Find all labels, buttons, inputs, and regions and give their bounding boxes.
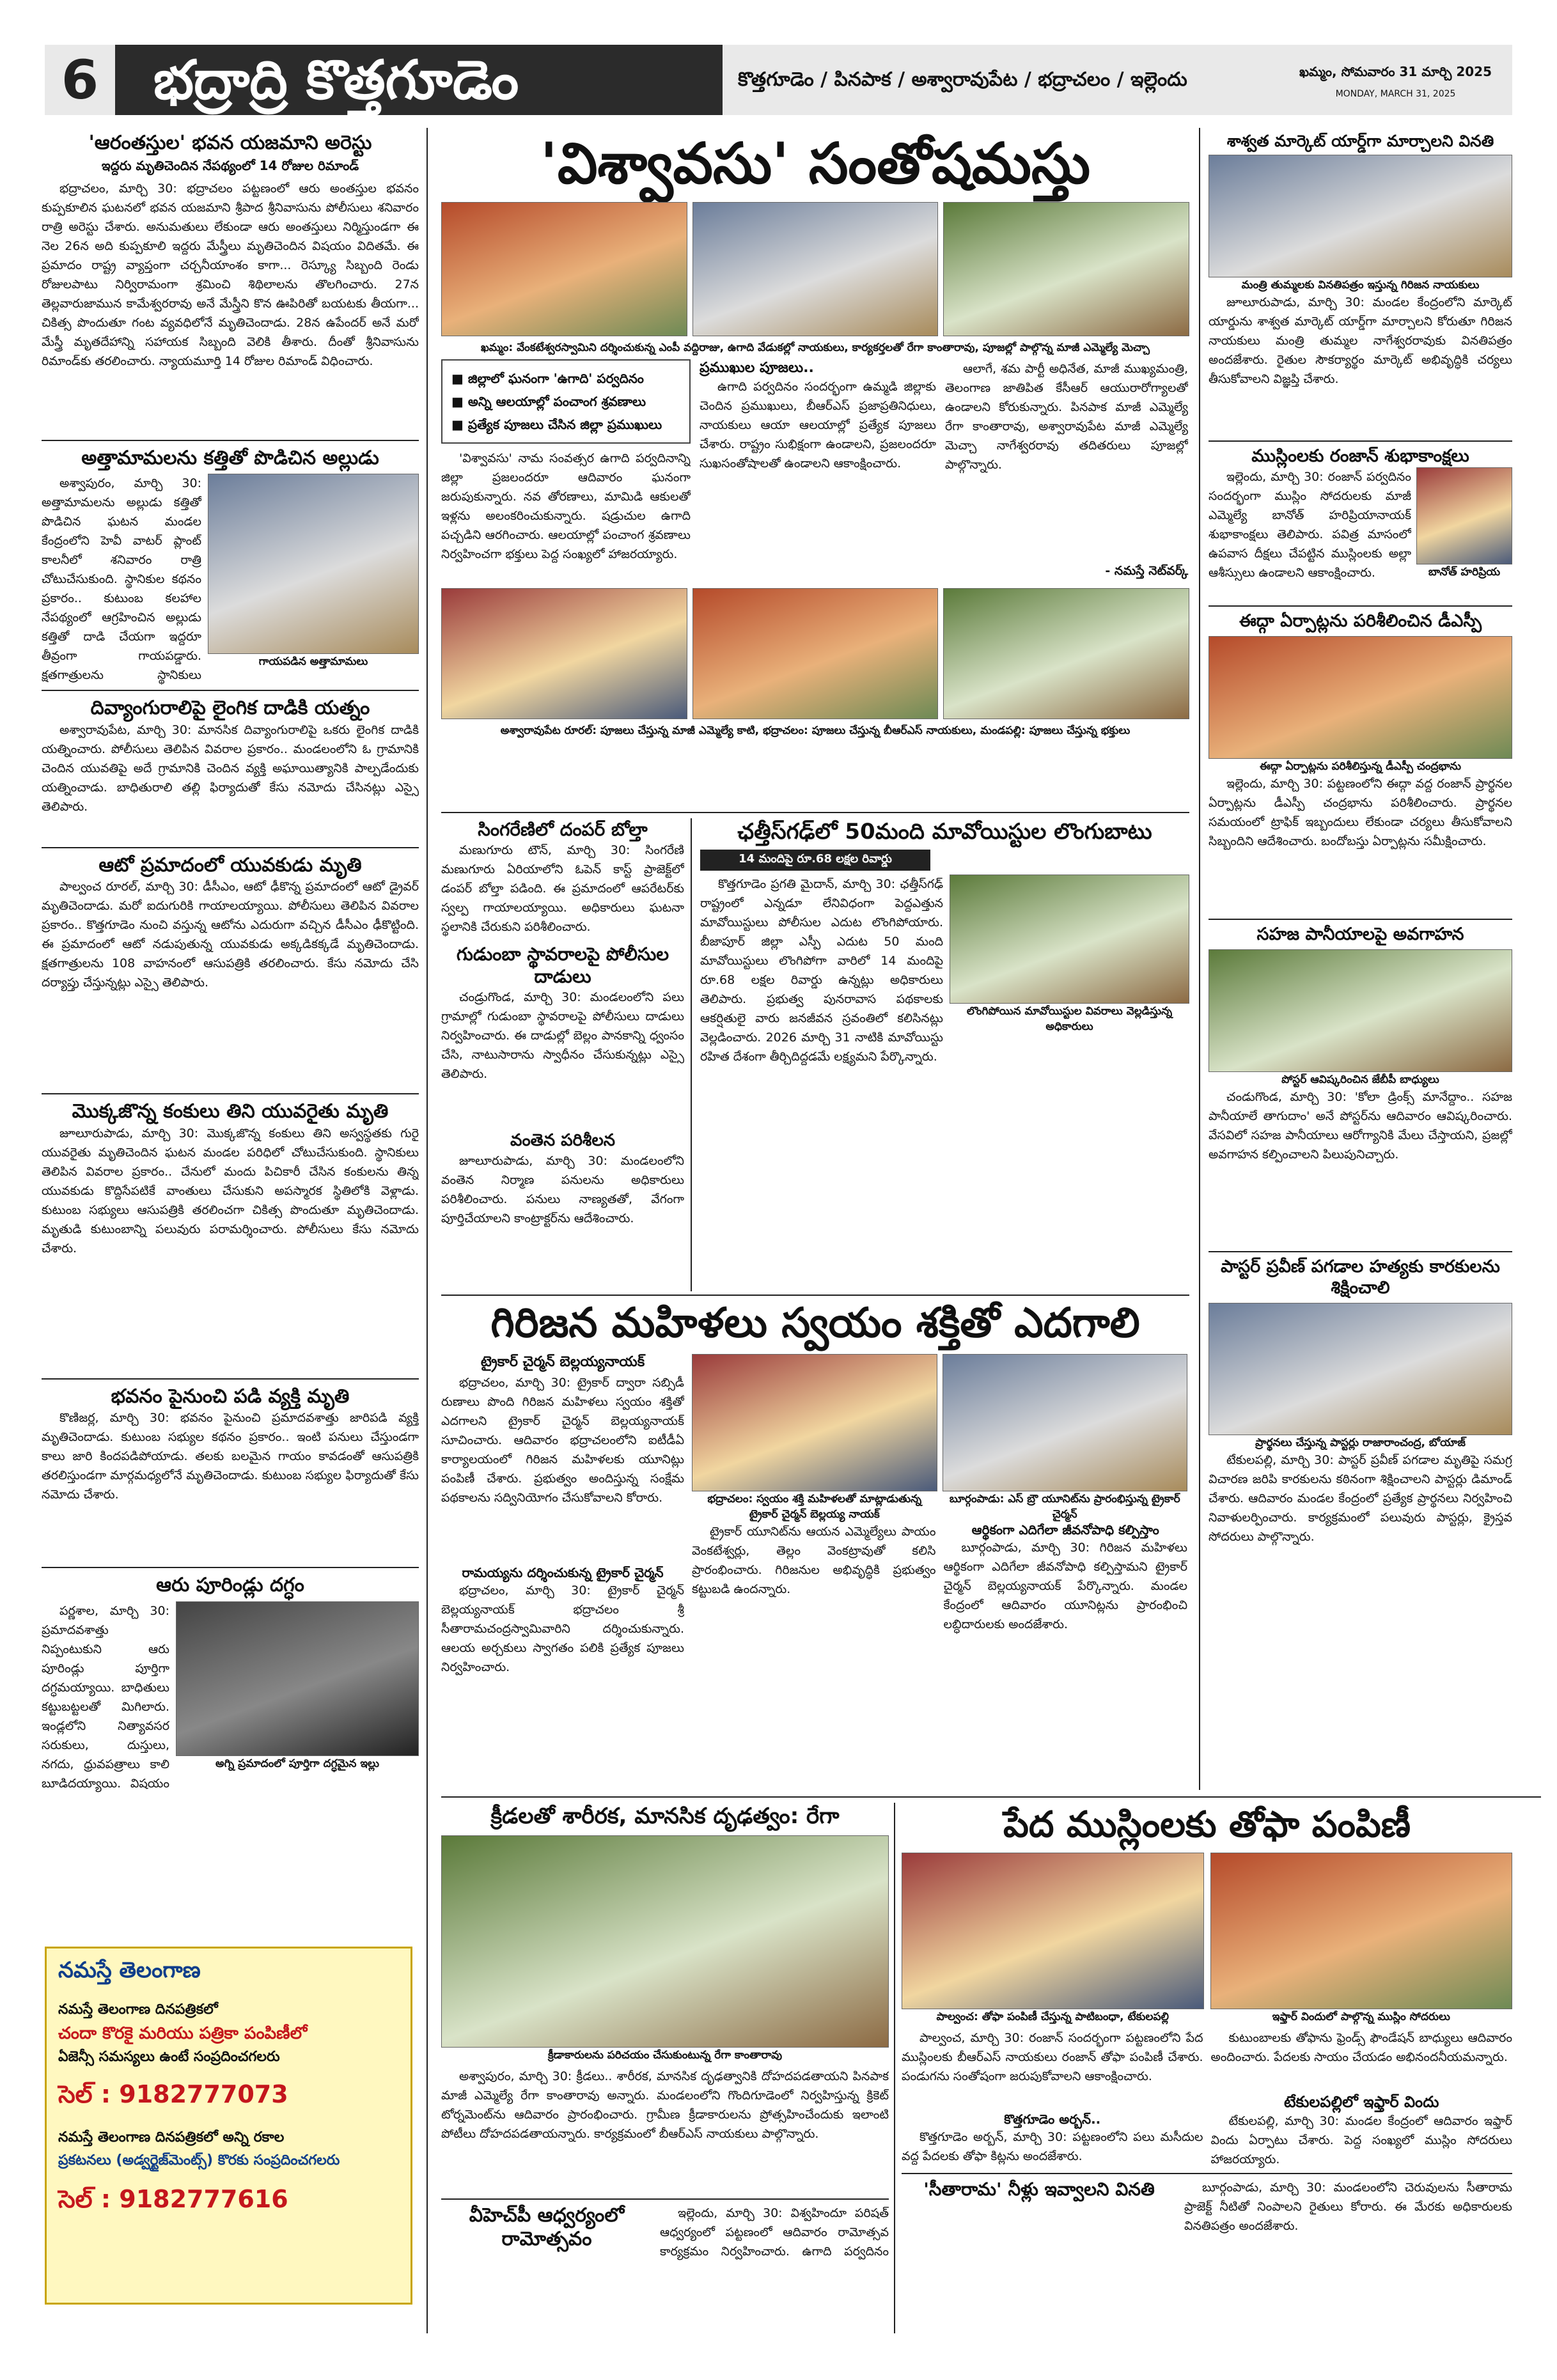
story-headline: ఆటో ప్రమాదంలో యువకుడు మృతి — [98, 853, 362, 876]
highlight-item: ■ అన్ని ఆలయాల్లో పంచాంగ శ్రవణాలు — [451, 390, 680, 413]
column-divider-right — [1199, 128, 1200, 1790]
story-body: ఉగాది పర్వదినం సందర్భంగా ఉమ్మడి జిల్లాకు చెందిన ప్రముఖులు, బీఆర్ఎస్ ప్రజాప్రతినిధులు, నాయకులు ఆయా ఆలయాల్లో ప్రత్యేక పూజలు చేశారు. రాష్ట్రం సుభిక్షంగా ఉండాలని, ప్రజలందరూ సుఖసంతోషాలతో ఉండాలని ఆకాంక్షించారు. — [700, 379, 936, 471]
story-body: టేకులపల్లి, మార్చి 30: మండల కేంద్రంలో ఆదివారం ఇఫ్తార్ విందు ఏర్పాటు చేశారు. పెద్ద సంఖ్యలో ముస్లిం సోదరులు హాజరయ్యారు. — [1210, 2114, 1512, 2166]
story-body: చండుగొండ, మార్చి 30: 'కోలా డ్రింక్స్ మానేద్దాం.. సహజ పానీయాలే తాగుదాం' అనే పోస్టర్‌ను ఆదివారం ఆవిష్కరించారు. వేసవిలో సహజ పానీయాలు ఆరోగ్యానికి మేలు చేస్తాయని, ప్రజల్లో అవగాహన కల్పించాలని పిలుపునిచ్చారు. — [1209, 1089, 1512, 1162]
news-photo — [1209, 1303, 1512, 1435]
story-body: మణుగూరు టౌన్, మార్చి 30: సింగరేణి మణుగూరు ఏరియాలోని ఓపెన్ కాస్ట్ ప్రాజెక్ట్‌లో డంపర్ బోల్తా పడింది. ఈ ప్రమాదంలో ఆపరేటర్‌కు స్వల్ప గాయాలయ్యాయి. అధికారులు ఘటనా స్థలానికి చేరుకుని పరిశీలించారు. — [441, 843, 684, 934]
story-subhead: ఆర్థికంగా ఎదిగేలా జీవనోపాధి కల్పిస్తాం — [971, 1522, 1159, 1537]
page-number: 6 — [45, 45, 115, 115]
story-body: ట్రైకార్ యూనిట్‌ను ఆయన ఎమ్మెల్యేలు పాయం వెంకటేశ్వర్లు, తెల్లం వెంకట్రావుతో కలిసి ప్రారంభించారు. గిరిజనుల అభివృద్ధికి ప్రభుత్వం కట్టుబడి ఉందన్నారు. — [692, 1525, 936, 1596]
divider — [441, 812, 1189, 813]
story-subhead: కొత్తగూడెం అర్బన్.. — [1004, 2112, 1101, 2127]
story-body: పాల్వంచ, మార్చి 30: రంజాన్ సందర్భంగా పట్టణంలోని పేద ముస్లింలకు బీఆర్ఎస్ నాయకులు రంజాన్ తోఫా పంపిణీ చేశారు. పండుగను సంతోషంగా జరుపుకోవాలని ఆకాంక్షించారు. — [902, 2031, 1203, 2083]
news-photo — [1209, 636, 1512, 759]
story-body: అశ్వారావుపేట, మార్చి 30: మానసిక దివ్యాంగురాలిపై ఒకరు లైంగిక దాడికి యత్నించారు. పోలీసులు తెలిపిన వివరాల ప్రకారం.. మండలంలోని ఓ గ్రామానికి చెందిన యువతిపై అదే గ్రామానికి చెందిన వ్యక్తి అఘాయిత్యానికి పాల్పడేందుకు యత్నించాడు. బాధితురాలి తల్లి ఫిర్యాదుతో కేసు నమోదు చేసినట్లు ఎస్సై తెలిపారు. — [42, 722, 419, 814]
news-photo — [1210, 1853, 1513, 2009]
story-body: జూలూరుపాడు, మార్చి 30: మొక్కజొన్న కంకులు తిని అస్వస్థతకు గురై యువరైతు మృతిచెందిన ఘటన మండల పరిధిలో చోటుచేసుకుంది. స్థానికులు తెలిపిన వివరాల ప్రకారం.. చేనులో మందు పిచికారీ చేసిన కంకులను తిన్న యువకుడు కొద్దిసేపటికే వాంతులు చేసుకుని అపస్మారక స్థితిలోకి వెళ్లాడు. కుటుంబ సభ్యులు ఆసుపత్రికి తరలించగా చికిత్స పొందుతూ మృతిచెందాడు. మృతుడి కుటుంబాన్ని పలువురు పరామర్శించారు. పోలీసులు కేసు నమోదు చేశారు. — [42, 1126, 419, 1256]
right-column — [1209, 131, 1512, 1661]
ad-phone: సెల్ : 9182777073 — [58, 2080, 288, 2108]
story-body: ఆలాగే, శమ పార్టీ అధినేత, మాజీ ముఖ్యమంత్రి, తెలంగాణ జాతిపిత కేసీఆర్ ఆయురారోగ్యాలతో ఉండాలని కోరుకున్నారు. పినపాక మాజీ ఎమ్మెల్యే రేగా కాంతారావు, అశ్వారావుపేట మాజీ ఎమ్మెల్యే మెచ్చా నాగేశ్వరరావు తదితరులు పూజల్లో పాల్గొన్నారు. — [945, 362, 1188, 472]
story-body: 'విశ్వావసు' నామ సంవత్సర ఉగాది పర్వదినాన్ని జిల్లా ప్రజలందరూ ఆదివారం ఘనంగా జరుపుకున్నారు. నవ తోరణాలు, మామిడి ఆకులతో ఇళ్లను అలంకరించుకున్నారు. షడ్రుచుల ఉగాది పచ్చడిని ఆరగించారు. ఆలయాల్లో పంచాంగ శ్రవణాలు నిర్వహించగా భక్తులు పెద్ద సంఖ్యలో హాజరయ్యారు. — [441, 451, 691, 562]
tribal-women-story — [441, 1298, 1189, 1677]
photo-caption: బూర్గంపాడు: ఎస్ బ్రౌ యూనిట్‌ను ప్రారంభిస్తున్న ట్రైకార్ చైర్మన్ — [949, 1493, 1180, 1521]
main-headline: 'విశ్వావసు' సంతోషమస్తు — [540, 130, 1091, 196]
story-headline: వీహెచ్‌పీ ఆధ్వర్యంలో రామోత్సవం — [469, 2204, 625, 2250]
story-headline: సహజ పానీయాలపై అవగాహన — [1256, 924, 1464, 944]
story-body: భద్రాచలం, మార్చి 30: ట్రైకార్ ద్వారా సబ్సిడీ రుణాలు పొంది గిరిజన మహిళలు స్వయం శక్తితో ఎదగాలని ట్రైకార్ చైర్మన్ బెల్లయ్యనాయక్ సూచించారు. ఆదివారం భద్రాచలంలోని ఐటీడీఏ కార్యాలయంలో గిరిజన మహిళలకు యూనిట్లు పంపిణీ చేశారు. ప్రభుత్వం అందిస్తున్న సంక్షేమ పథకాలను సద్వినియోగం చేసుకోవాలని కోరారు. — [441, 1376, 684, 1505]
story-headline: భవనం పైనుంచి పడి వ్యక్తి మృతి — [111, 1385, 350, 1408]
story-body: కొణిజర్ల, మార్చి 30: భవనం పైనుంచి ప్రమాదవశాత్తు జారిపడి వ్యక్తి మృతిచెందాడు. కుటుంబ సభ్యుల కథనం ప్రకారం.. ఇంటి పనులు చేస్తుండగా కాలు జారి కిందపడిపోయాడు. తలకు బలమైన గాయం కావడంతో ఆసుపత్రికి తరలిస్తుండగా మార్గమధ్యలోనే మృతిచెందాడు. కుటుంబ సభ్యుల ఫిర్యాదుతో కేసు నమోదు చేశారు. — [42, 1411, 419, 1502]
photo-caption: ఇఫ్తార్ విందులో పాల్గొన్న ముస్లిం సోదరులు — [1272, 2011, 1450, 2023]
ad-line: ఏజెన్సీ సమస్యలు ఉంటే సంప్రదించగలరు — [58, 2049, 280, 2065]
divider — [441, 1796, 1541, 1798]
story-headline: వంతెన పరిశీలన — [510, 1131, 616, 1150]
story-subhead: ఇద్దరు మృతిచెందిన నేపథ్యంలో 14 రోజుల రిమాండ్ — [101, 157, 359, 173]
news-photo — [1209, 949, 1512, 1072]
byline: - నమస్తే నెట్‌వర్క్ — [1105, 564, 1188, 579]
story-headline: ఆరు పూరిండ్లు దగ్ధం — [156, 1574, 304, 1596]
story-subhead: ప్రముఖుల పూజలు.. — [700, 360, 814, 377]
divider — [42, 440, 419, 441]
highlights-box — [441, 359, 691, 444]
divider — [1209, 919, 1512, 920]
edition-title: భద్రాద్రి కొత్తగూడెం — [115, 45, 723, 115]
news-photo — [943, 202, 1189, 336]
divider — [441, 1295, 1189, 1296]
story-body: భద్రాచలం, మార్చి 30: ట్రైకార్ చైర్మన్ బెల్లయ్యనాయక్ భద్రాచలం శ్రీ సీతారామచంద్రస్వామివారిని దర్శించుకున్నారు. ఆలయ అర్చకులు స్వాగతం పలికి ప్రత్యేక పూజలు నిర్వహించారు. — [441, 1583, 684, 1674]
news-photo — [943, 588, 1189, 719]
date-telugu: ఖమ్మం, సోమవారం 31 మార్చి 2025 — [1299, 64, 1492, 79]
story-headline: 'ఆరంతస్తుల' భవన యజమాని అరెస్టు — [88, 132, 372, 154]
divider — [42, 1378, 419, 1380]
column-divider — [894, 1803, 895, 2333]
story-headline: పేద ముస్లింలకు తోఫా పంపిణీ — [1003, 1804, 1411, 1846]
story-headline: గిరిజన మహిళలు స్వయం శక్తితో ఎదగాలి — [490, 1300, 1140, 1347]
tofa-story — [902, 1803, 1512, 2236]
photo-caption: క్రీడాకారులను పరిచయం చేసుకుంటున్న రేగా కాంతారావు — [547, 2048, 783, 2062]
story-body: బూర్గంపాడు, మార్చి 30: మండలంలోని చెరువులను సీతారామ ప్రాజెక్ట్ నీటితో నింపాలని రైతులు కోరారు. ఈ మేరకు అధికారులకు వినతిపత్రం అందజేశారు. — [1184, 2181, 1512, 2233]
divider — [441, 2198, 889, 2200]
center-short-stories — [441, 818, 684, 1270]
left-column — [42, 131, 419, 1793]
edition-date — [1279, 45, 1512, 115]
ad-line: నమస్తే తెలంగాణ దినపత్రికలో అన్ని రకాల — [58, 2129, 285, 2145]
photo-caption: ప్రార్థనలు చేస్తున్న పాస్టర్లు రాజారాంచంద్ర, బోయాజ్ — [1255, 1436, 1466, 1449]
date-english: MONDAY, MARCH 31, 2025 — [1335, 89, 1456, 99]
story-body: కుటుంబాలకు తోఫాను ఫ్రెండ్స్ ఫౌండేషన్ బాధ్యులు ఆదివారం అందించారు. పేదలకు సాయం చేయడం అభినందనీయమన్నారు. — [1210, 2031, 1512, 2064]
story-headline: అత్తామామలను కత్తితో పొడిచిన అల్లుడు — [81, 446, 379, 469]
news-photo — [1209, 155, 1512, 277]
photo-caption: పాల్వంచ: తోఫా పంపిణీ చేస్తున్న పాటిబంధా, టేకులపల్లి — [936, 2011, 1170, 2023]
column-divider-left — [426, 128, 428, 2333]
photo-caption: బానోత్ హరిప్రియ — [1428, 566, 1501, 579]
divider — [42, 1093, 419, 1094]
news-photo — [176, 1601, 419, 1756]
story-headline: మొక్కజొన్న కంకులు తిని యువరైతు మృతి — [72, 1100, 389, 1123]
photo-caption: పోస్టర్ ఆవిష్కరించిన జేబీపీ బాధ్యులు — [1281, 1073, 1439, 1086]
ad-line: ప్రకటనలు (అడ్వర్టైజ్‌మెంట్స్) కొరకు సంప్రదించగలరు — [58, 2152, 340, 2168]
divider — [42, 847, 419, 848]
story-headline: గుడుంబా స్థావరాలపై పోలీసుల దాడులు — [456, 944, 669, 987]
story-headline: క్రీడలతో శారీరక, మానసిక దృఢత్వం: రేగా — [490, 1803, 840, 1829]
news-photo — [943, 1354, 1188, 1491]
maoist-story — [700, 818, 1189, 1284]
story-body: పాల్వంచ రూరల్, మార్చి 30: డీసీఎం, ఆటో ఢీకొన్న ప్రమాదంలో ఆటో డ్రైవర్ మృతిచెందాడు. మరో ఐదుగురికి గాయాలయ్యాయి. పోలీసులు తెలిపిన వివరాల ప్రకారం.. కొత్తగూడెం నుంచి వస్తున్న ఆటోను ఎదురుగా వచ్చిన డీసీఎం ఢీకొట్టింది. ఈ ప్రమాదంలో ఆటో నడుపుతున్న యువకుడు అక్కడికక్కడే మృతిచెందాడు. క్షతగాత్రులను 108 వాహనంలో ఆసుపత్రికి తరలించారు. కేసు నమోదు చేసి దర్యాప్తు చేస్తున్నట్లు ఎస్సై తెలిపారు. — [42, 880, 419, 990]
photo-caption: ఖమ్మం: వేంకటేశ్వరస్వామిని దర్శించుకున్న ఎంపీ వద్దిరాజు, ఉగాది వేడుకల్లో నాయకులు, కార్యకర్తలతో రేగా కాంతారావు, పూజల్లో పాల్గొన్న మాజీ ఎమ్మెల్యే మెచ్చా — [480, 341, 1150, 355]
story-body: బూర్గంపాడు, మార్చి 30: గిరిజన మహిళలు ఆర్థికంగా ఎదిగేలా జీవనోపాధి కల్పిస్తామని ట్రైకార్ చైర్మన్ బెల్లయ్యనాయక్ పేర్కొన్నారు. మండల కేంద్రంలో ఆదివారం యూనిట్లను ప్రారంభించి లబ్ధిదారులకు అందజేశారు. — [943, 1541, 1187, 1631]
news-photo — [692, 202, 939, 336]
story-headline: ముస్లింలకు రంజాన్ శుభాకాంక్షలు — [1251, 446, 1469, 467]
photo-caption: అశ్వారావుపేట రూరల్: పూజలు చేస్తున్న మాజీ ఎమ్మెల్యే కాటి, భద్రాచలం: పూజలు చేస్తున్న బీఆర్ఎస్ నాయకులు, మండపల్లి: పూజలు చేస్తున్న భక్తులు — [500, 724, 1131, 737]
highlight-item: ■ ప్రత్యేక పూజలు చేసిన జిల్లా ప్రముఖులు — [451, 413, 680, 436]
story-body: జూలూరుపాడు, మార్చి 30: మండలంలోని వంతెన నిర్మాణ పనులను అధికారులు పరిశీలించారు. పనులు నాణ్యతతో, వేగంగా పూర్తిచేయాలని కాంట్రాక్టర్‌ను ఆదేశించారు. — [441, 1153, 684, 1225]
photo-caption: ఈద్గా ఏర్పాట్లను పరిశీలిస్తున్న డీఎస్పీ చంద్రభాను — [1259, 759, 1462, 773]
column-divider — [691, 818, 692, 1291]
divider — [42, 1567, 419, 1568]
ad-line: చందా కొరకై మరియు పత్రికా పంపిణీలో — [58, 2024, 308, 2043]
news-photo — [208, 474, 419, 654]
photo-caption: గాయపడిన అత్తామామలు — [258, 655, 368, 668]
news-photo — [692, 588, 939, 719]
story-body: ఇల్లెందు, మార్చి 30: పట్టణంలోని ఈద్గా వద్ద రంజాన్ ప్రార్థనల ఏర్పాట్లను డీఎస్పీ చంద్రభాను పరిశీలించారు. ప్రార్థనల సమయంలో ట్రాఫిక్ ఇబ్బందులు లేకుండా చర్యలు తీసుకోవాలని సిబ్బందిని ఆదేశించారు. బందోబస్తు ఏర్పాట్లను సమీక్షించారు. — [1209, 776, 1512, 848]
news-photo — [692, 1354, 937, 1491]
story-headline: శాశ్వత మార్కెట్ యార్డ్‌గా మార్చాలని వినతి — [1226, 132, 1494, 150]
masthead — [45, 45, 1512, 115]
ad-phone: సెల్ : 9182777616 — [58, 2185, 288, 2213]
highlight-item: ■ జిల్లాలో ఘనంగా 'ఉగాది' పర్వదినం — [451, 367, 680, 390]
story-body: కొత్తగూడెం అర్బన్, మార్చి 30: పట్టణంలోని పలు మసీదుల వద్ద పేదలకు తోఫా కిట్లను అందజేశారు. — [902, 2130, 1203, 2163]
divider — [1209, 605, 1512, 607]
divider — [902, 2173, 1512, 2174]
news-photo — [441, 588, 687, 719]
sports-story — [441, 1803, 889, 2261]
story-body: ఇల్లెందు, మార్చి 30: విశ్వహిందూ పరిషత్ ఆధ్వర్యంలో పట్టణంలో ఆదివారం రామోత్సవ కార్యక్రమం నిర్వహించారు. ఉగాది పర్వదినం — [660, 2205, 889, 2259]
story-subhead: ట్రైకార్ చైర్మన్ బెల్లయ్యనాయక్ — [480, 1354, 645, 1370]
story-subhead: టేకులపల్లిలో ఇఫ్తార్ విందు — [1284, 2093, 1439, 2111]
story-headline: ఈద్గా ఏర్పాట్లను పరిశీలించిన డీఎస్పీ — [1239, 611, 1482, 631]
story-headline: 'సీతారామ' నీళ్లు ఇవ్వాలని వినతి — [923, 2179, 1155, 2200]
divider — [1209, 440, 1512, 442]
news-photo — [902, 1853, 1204, 2009]
story-headline: సింగరేణిలో దంపర్ బోల్తా — [478, 819, 648, 840]
story-headline: పాస్టర్ ప్రవీణ్ పగడాల హత్యకు కారకులను శిక్షించాలి — [1221, 1256, 1500, 1298]
story-body: టేకులపల్లి, మార్చి 30: పాస్టర్ ప్రవీణ్ పగడాల మృతిపై సమగ్ర విచారణ జరిపి కారకులను కఠినంగా శిక్షించాలని పాస్టర్లు డిమాండ్ చేశారు. ఆదివారం మండల కేంద్రంలో ప్రత్యేక ప్రార్థనలు నిర్వహించి నివాళులర్పించారు. కార్యక్రమంలో పలువురు పాస్టర్లు, క్రైస్తవ సోదరులు పాల్గొన్నారు. — [1209, 1453, 1512, 1544]
story-body: కొత్తగూడెం ప్రగతి మైదాన్, మార్చి 30: ఛత్తీస్‌గఢ్ రాష్ట్రంలో ఎన్నడూ లేనివిధంగా పెద్దఎత్తున మావోయిస్టులు పోలీసుల ఎదుట లొంగిపోయారు. బీజాపూర్ జిల్లా ఎస్పీ ఎదుట 50 మంది మావోయిస్టులు లొంగిపోగా వారిలో 14 మందిపై రూ.68 లక్షల రివార్డు ఉన్నట్లు అధికారులు తెలిపారు. ప్రభుత్వ పునరావాస పథకాలకు ఆకర్షితులై వారు జనజీవన స్రవంతిలో కలిసినట్లు వెల్లడించారు. 2026 మార్చి 31 నాటికి మావోయిస్టు రహిత దేశంగా తీర్చిదిద్దడమే లక్ష్యమని పేర్కొన్నారు. — [700, 876, 943, 1064]
photo-caption: మంత్రి తుమ్మలకు వినతిపత్రం ఇస్తున్న గిరిజన నాయకులు — [1241, 279, 1480, 292]
story-body: భద్రాచలం, మార్చి 30: భద్రాచలం పట్టణంలో ఆరు అంతస్తుల భవనం కుప్పకూలిన ఘటనలో భవన యజమాని శ్రీపాద శ్రీనివాసును పోలీసులు శనివారం రాత్రి అరెస్టు చేశారు. అనుమతులు లేకుండా ఆరు అంతస్తులు నిర్మిస్తుండగా ఈ నెల 26న అది కుప్పకూలి ఇద్దరు మేస్త్రీలు మృతిచెందిన విషయం విదితమే. ఈ ప్రమాదం రాష్ట్ర వ్యాప్తంగా చర్చనీయాంశం కాగా... రెస్క్యూ సిబ్బంది రెండు రోజులపాటు నిర్విరామంగా శ్రమించి శిథిలాలను తొలగించారు. 27న తెల్లవారుజామున కామేశ్వరరావు అనే మేస్త్రీని కొన ఊపిరితో బయటకు తీయగా... చికిత్స పొందుతూ గంట వ్యవధిలోనే మృతిచెందాడు. 28న ఉపేందర్ అనే మరో మేస్త్రీ మృతదేహాన్ని సహాయక సిబ్బంది వెలికి తీశారు. దీంతో శ్రీనివాసును రిమాండ్‌కు తరలించారు. న్యాయమూర్తి 14 రోజుల రిమాండ్ విధించారు. — [42, 181, 419, 368]
story-headline: ఛత్తీస్‌గఢ్‌లో 50మంది మావోయిస్టుల లొంగుబాటు — [737, 819, 1152, 844]
story-body: చండ్రుగొండ, మార్చి 30: మండలంలోని పలు గ్రామాల్లో గుడుంబా స్థావరాలపై పోలీసులు దాడులు నిర్వహించారు. ఈ దాడుల్లో బెల్లం పానకాన్ని ధ్వంసం చేసి, నాటుసారాను స్వాధీనం చేసుకున్నట్లు ఎస్సై తెలిపారు. — [441, 990, 684, 1081]
news-photo — [950, 875, 1189, 1004]
divider — [1209, 1251, 1512, 1252]
ad-brand: నమస్తే తెలంగాణ — [58, 1957, 201, 1983]
story-headline: దివ్యాంగురాలిపై లైంగిక దాడికి యత్నం — [90, 697, 370, 719]
center-top-story — [441, 131, 1189, 738]
edition-towns: కొత్తగూడెం / పినపాక / అశ్వారావుపేట / భద్రాచలం / ఇల్లెందు — [723, 45, 1279, 115]
news-photo — [441, 1835, 889, 2048]
story-body: అశ్వాపురం, మార్చి 30: క్రీడలు.. శారీరక, మానసిక దృఢత్వానికి దోహదపడతాయని పినపాక మాజీ ఎమ్మెల్యే రేగా కాంతారావు అన్నారు. మండలంలోని గొందిగూడెంలో నిర్వహిస్తున్న క్రికెట్ టోర్నమెంట్‌ను ఆదివారం ప్రారంభించారు. గ్రామీణ క్రీడాకారులను ప్రోత్సహించేందుకు ఇలాంటి పోటీలు దోహదపడతాయన్నారు. కార్యక్రమంలో బీఆర్ఎస్ నాయకులు పాల్గొన్నారు. — [441, 2069, 889, 2141]
story-tag: 14 మందిపై రూ.68 లక్షల రివార్డు — [700, 850, 930, 871]
photo-caption: అగ్ని ప్రమాదంలో పూర్తిగా దగ్ధమైన ఇల్లు — [215, 1757, 379, 1770]
story-body: ఇల్లెందు, మార్చి 30: రంజాన్ పర్వదినం సందర్భంగా ముస్లిం సోదరులకు మాజీ ఎమ్మెల్యే బానోత్ హరిప్రియానాయక్ శుభాకాంక్షలు తెలిపారు. పవిత్ర మాసంలో ఉపవాస దీక్షలు చేపట్టిన ముస్లింలకు అల్లా ఆశీస్సులు ఉండాలని ఆకాంక్షించారు. — [1209, 470, 1411, 580]
story-body: అశ్వాపురం, మార్చి 30: అత్తామామలను అల్లుడు కత్తితో పొడిచిన ఘటన మండల కేంద్రంలోని హెవీ వాటర్ ప్లాంట్ కాలనీలో శనివారం రాత్రి చోటుచేసుకుంది. స్థానికుల కథనం ప్రకారం.. కుటుంబ కలహాల నేపథ్యంలో ఆగ్రహించిన అల్లుడు కత్తితో దాడి చేయగా ఇద్దరూ తీవ్రంగా గాయపడ్డారు. క్షతగాత్రులను స్థానికులు — [42, 476, 201, 682]
ad-line: నమస్తే తెలంగాణ దినపత్రికలో — [58, 2002, 218, 2018]
photo-caption: భద్రాచలం: స్వయం శక్తి మహిళలతో మాట్లాడుతున్న ట్రైకార్ చైర్మన్ బెల్లయ్య నాయక్ — [707, 1493, 922, 1521]
story-body: జూలూరుపాడు, మార్చి 30: మండల కేంద్రంలోని మార్కెట్ యార్డును శాశ్వత మార్కెట్ యార్డ్‌గా మార్చాలని కోరుతూ గిరిజన నాయకులు మంత్రి తుమ్మల నాగేశ్వరరావుకు వినతిపత్రం అందజేశారు. రైతుల సౌకర్యార్థం మార్కెట్ అభివృద్ధికి చర్యలు తీసుకోవాలని విజ్ఞప్తి చేశారు. — [1209, 295, 1512, 387]
divider — [42, 690, 419, 691]
story-body: పర్ణశాల, మార్చి 30: ప్రమాదవశాత్తు నిప్పంటుకుని ఆరు పూరిండ్లు పూర్తిగా దగ్ధమయ్యాయి. బాధితులు కట్టుబట్టలతో మిగిలారు. ఇండ్లలోని నిత్యావసర సరుకులు, దుస్తులు, నగదు, ధ్రువపత్రాలు కాలి బూడిదయ్యాయి. విషయం — [42, 1603, 169, 1791]
photo-caption: లొంగిపోయిన మావోయిస్టుల వివరాలు వెల్లడిస్తున్న అధికారులు — [966, 1004, 1173, 1033]
story-subhead: రామయ్యను దర్శించుకున్న ట్రైకార్ చైర్మన్ — [462, 1565, 664, 1580]
subscription-ad — [45, 1947, 412, 2305]
news-photo — [441, 202, 687, 336]
portrait-photo — [1416, 467, 1512, 564]
